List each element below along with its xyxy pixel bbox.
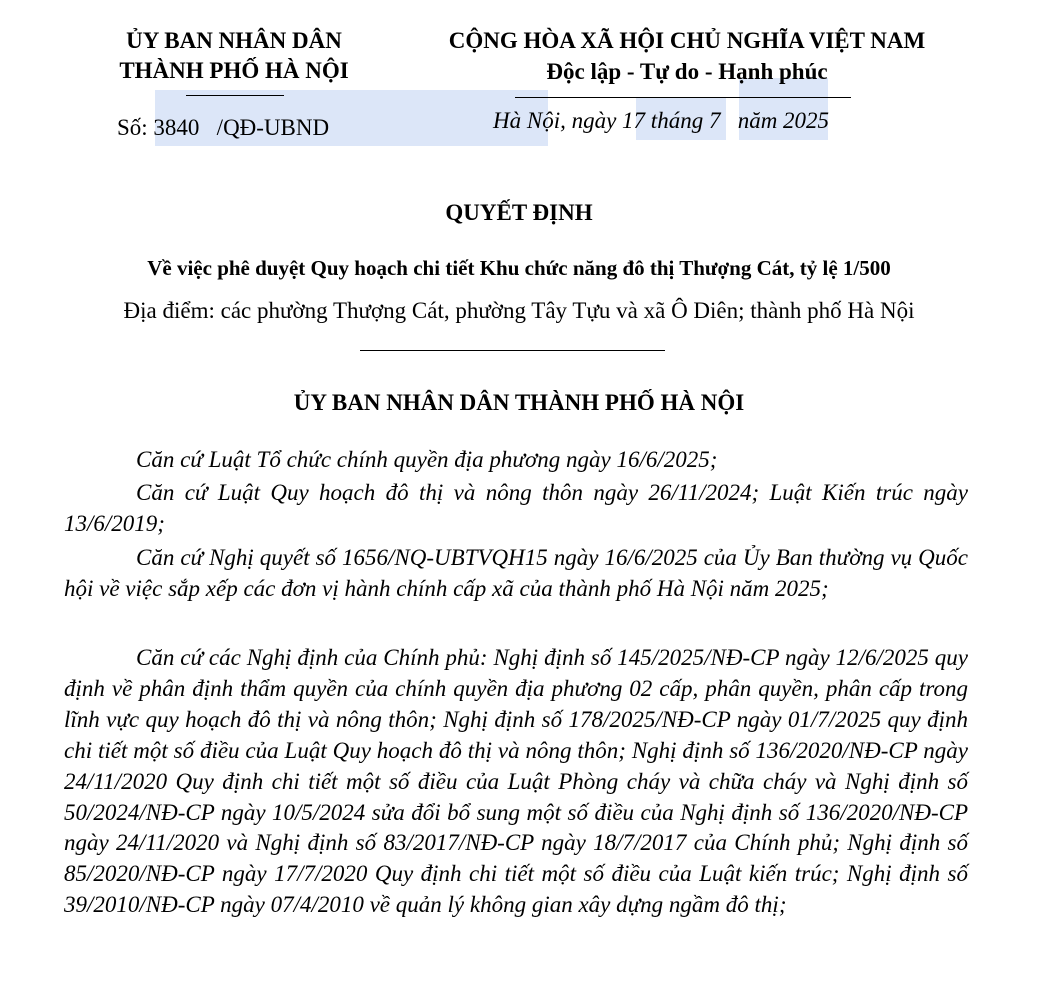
national-title: CỘNG HÒA XÃ HỘI CHỦ NGHĨA VIỆT NAM [448, 28, 926, 53]
document-number: Số: 3840 /QĐ-UBND [117, 115, 330, 140]
issue-date: Hà Nội, ngày 17 tháng 7 năm 2025 [493, 108, 830, 133]
title-divider [360, 350, 665, 351]
agency-name-line1: ỦY BAN NHÂN DÂN [126, 28, 342, 53]
agency-underline [186, 95, 284, 96]
document-location: Địa điểm: các phường Thượng Cát, phường Tây Tựu và xã Ô Diên; thành phố Hà Nội [123, 298, 915, 323]
agency-name-line2: THÀNH PHỐ HÀ NỘI [119, 58, 349, 83]
national-motto: Độc lập - Tự do - Hạnh phúc [546, 59, 828, 84]
motto-underline [515, 97, 851, 98]
document-type-title: QUYẾT ĐỊNH [445, 200, 593, 225]
issuing-authority: ỦY BAN NHÂN DÂN THÀNH PHỐ HÀ NỘI [293, 390, 745, 415]
legal-basis-4: Căn cứ các Nghị định của Chính phủ: Nghị định số 145/2025/NĐ-CP ngày 12/6/2025 quy định về phân định thẩm quyền của chính quyền địa phương 02 cấp, phân quyền, phân cấp trong lĩnh vực quy hoạch đô thị và nông thôn; Nghị định số 178/2025/NĐ-CP ngày 01/7/2025 quy định chi tiết một số điều của Luật Quy hoạch đô thị và nông thôn; Nghị định số 136/2020/NĐ-CP ngày 24/11/2020 Quy định chi tiết một số điều của Luật Phòng cháy và chữa cháy và Nghị định số 50/2024/NĐ-CP ngày 10/5/2024 sửa đổi bổ sung một số điều của Nghị định số 136/2020/NĐ-CP ngày 24/11/2020 và Nghị định số 83/2017/NĐ-CP ngày 18/7/2017 của Chính phủ; Nghị định số 85/2020/NĐ-CP ngày 17/7/2020 Quy định chi tiết một số điều của Luật kiến trúc; Nghị định số 39/2010/NĐ-CP ngày 07/4/2010 về quản lý không gian xây dựng ngầm đô thị; [64, 645, 968, 918]
legal-basis-2: Căn cứ Luật Quy hoạch đô thị và nông thôn ngày 26/11/2024; Luật Kiến trúc ngày 13/6/2019; [64, 480, 968, 536]
document-subject: Về việc phê duyệt Quy hoạch chi tiết Khu chức năng đô thị Thượng Cát, tỷ lệ 1/500 [147, 256, 891, 280]
legal-basis-1: Căn cứ Luật Tổ chức chính quyền địa phương ngày 16/6/2025; [136, 447, 718, 472]
legal-basis-3: Căn cứ Nghị quyết số 1656/NQ-UBTVQH15 ngày 16/6/2025 của Ủy Ban thường vụ Quốc hội về việc sắp xếp các đơn vị hành chính cấp xã của thành phố Hà Nội năm 2025; [64, 545, 968, 601]
